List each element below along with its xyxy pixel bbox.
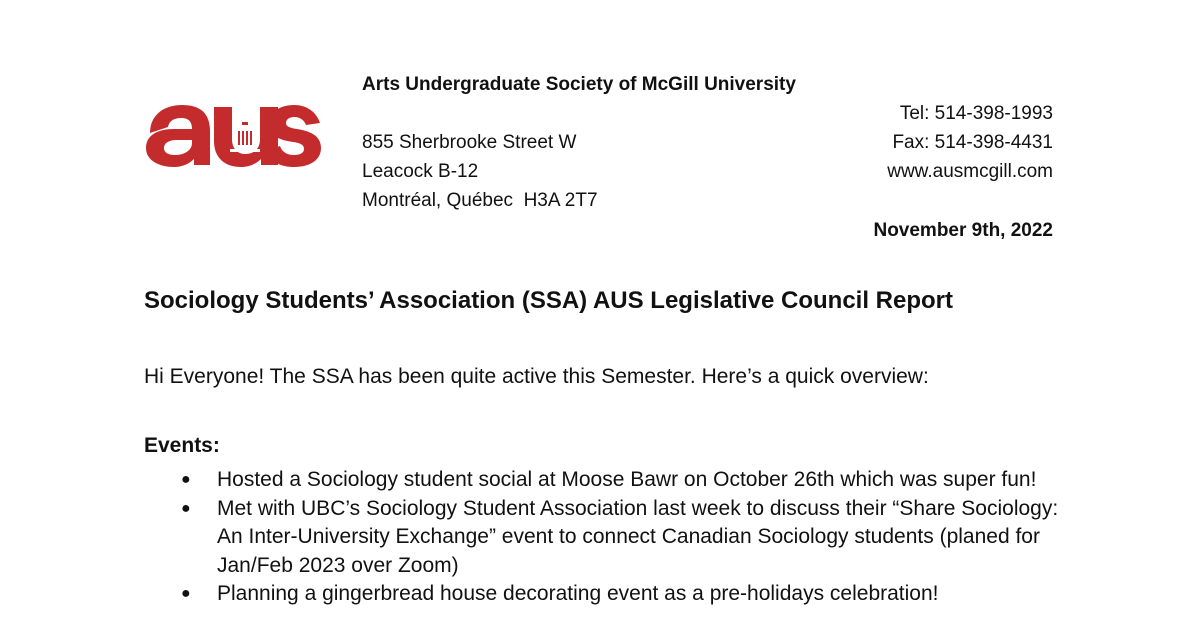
events-list	[144, 466, 1064, 609]
organization-block	[362, 70, 882, 215]
intro-paragraph: Hi Everyone! The SSA has been quite active this Semester. Here’s a quick overview:	[144, 365, 929, 388]
bullet-icon: ●	[181, 499, 191, 517]
logo-building	[230, 107, 260, 152]
contact-block	[887, 99, 1053, 186]
letter-date: November 9th, 2022	[873, 220, 1053, 241]
logo-letter-a	[146, 105, 210, 167]
phone-number: Tel: 514-398-1993	[899, 103, 1053, 124]
events-heading: Events:	[144, 434, 220, 457]
list-item	[144, 495, 1064, 581]
event-text: Met with UBC’s Sociology Student Association last week to discuss their “Share Sociology: An Inter-University Exchange” event to connect Canadian Sociology students (planed for Jan/Feb 2023 over Zoom)	[217, 496, 1059, 577]
event-text: Planning a gingerbread house decorating event as a pre-holidays celebration!	[217, 582, 939, 605]
report-title: Sociology Students’ Association (SSA) AUS Legislative Council Report	[144, 287, 954, 314]
fax-number: Fax: 514-398-4431	[892, 132, 1053, 153]
aus-logo	[144, 93, 322, 171]
address-line-1: 855 Sherbrooke Street W	[362, 132, 577, 153]
list-item	[144, 466, 1064, 495]
list-item	[144, 580, 1064, 609]
event-text: Hosted a Sociology student social at Moose Bawr on October 26th which was super fun!	[217, 468, 1037, 491]
website-link[interactable]: www.ausmcgill.com	[887, 161, 1053, 182]
organization-name: Arts Undergraduate Society of McGill University	[362, 74, 796, 95]
address-line-3: Montréal, Québec H3A 2T7	[362, 190, 598, 211]
address-line-2: Leacock B-12	[362, 161, 479, 182]
bullet-icon: ●	[181, 471, 191, 488]
logo-text: aus	[144, 93, 146, 94]
bullet-icon: ●	[181, 585, 191, 602]
